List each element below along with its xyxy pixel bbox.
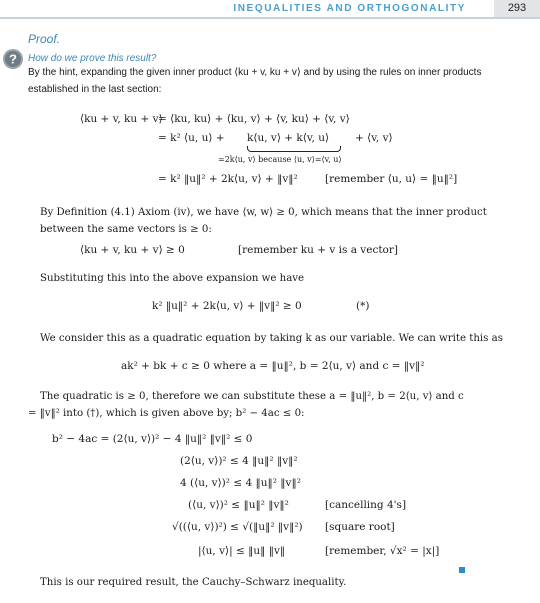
end-of-proof-marker xyxy=(459,567,465,573)
header-rule xyxy=(0,17,540,19)
proof-intro: By the hint, expanding the given inner product ⟨ku + v, ku + v⟩ and by using the rules on inner products established in the last section: xyxy=(28,67,482,95)
expansion-line-3: = k² ‖u‖² + 2k⟨u, v⟩ + ‖v‖² xyxy=(158,173,298,185)
question-icon xyxy=(2,48,24,70)
definition-text: By Definition (4.1) Axiom (iv), we have ⟨w, w⟩ ≥ 0, which means that the inner product between the same vectors is ≥ 0: xyxy=(40,207,487,235)
brace-note: =2k⟨u, v⟩ because ⟨u, v⟩=⟨v, u⟩ xyxy=(218,155,342,164)
proof-label: Proof. xyxy=(28,32,61,46)
derivation-step-6: |⟨u, v⟩| ≤ ‖u‖ ‖v‖ xyxy=(198,545,286,557)
definition-inequality: ⟨ku + v, ku + v⟩ ≥ 0 xyxy=(80,244,185,256)
derivation-step-6-note: [remember, √x² = |x|] xyxy=(325,545,440,557)
expansion-line-1: = ⟨ku, ku⟩ + ⟨ku, v⟩ + ⟨v, ku⟩ + ⟨v, v⟩ xyxy=(158,113,350,125)
svg-text:?: ? xyxy=(9,51,17,67)
substitution-text: Substituting this into the above expansion we have xyxy=(40,273,305,284)
underbrace xyxy=(247,146,341,152)
definition-note: [remember ku + v is a vector] xyxy=(238,244,398,256)
derivation-step-5-note: [square root] xyxy=(325,521,395,533)
substitution-inequality: k² ‖u‖² + 2k⟨u, v⟩ + ‖v‖² ≥ 0 xyxy=(152,300,302,312)
derivation-step-5: √((⟨u, v⟩)²) ≤ √(‖u‖² ‖v‖²) xyxy=(172,521,303,533)
star-tag: (*) xyxy=(356,300,370,312)
proof-question: How do we prove this result? xyxy=(28,53,157,64)
expansion-line-2c: + ⟨v, v⟩ xyxy=(355,132,393,144)
expansion-line-2a: = k² ⟨u, u⟩ + xyxy=(158,132,225,144)
expansion-line-2b: k⟨u, v⟩ + k⟨v, u⟩ xyxy=(247,132,330,144)
running-head: INEQUALITIES AND ORTHOGONALITY xyxy=(233,3,466,14)
discriminant-text: The quadratic is ≥ 0, therefore we can substitute these a = ‖u‖², b = 2⟨u, v⟩ and c = ‖v‖² into (†), which is given above by; b² − 4ac ≤ 0: xyxy=(28,391,464,419)
expansion-line-3-note: [remember ⟨u, u⟩ = ‖u‖²] xyxy=(325,173,458,185)
page-header xyxy=(0,0,540,20)
derivation-step-4: (⟨u, v⟩)² ≤ ‖u‖² ‖v‖² xyxy=(188,499,289,511)
derivation-step-1: b² − 4ac = (2⟨u, v⟩)² − 4 ‖u‖² ‖v‖² ≤ 0 xyxy=(52,433,253,445)
conclusion-text: This is our required result, the Cauchy–Schwarz inequality. xyxy=(40,577,347,588)
expansion-lhs: ⟨ku + v, ku + v⟩ xyxy=(80,113,163,125)
derivation-step-3: 4 (⟨u, v⟩)² ≤ 4 ‖u‖² ‖v‖² xyxy=(180,477,301,489)
quadratic-form: ak² + bk + c ≥ 0 where a = ‖u‖², b = 2⟨u, v⟩ and c = ‖v‖² xyxy=(121,360,425,372)
quadratic-text: We consider this as a quadratic equation by taking k as our variable. We can write this as xyxy=(40,333,503,344)
derivation-step-2: (2⟨u, v⟩)² ≤ 4 ‖u‖² ‖v‖² xyxy=(180,455,298,467)
derivation-step-4-note: [cancelling 4's] xyxy=(325,499,407,511)
page-number: 293 xyxy=(494,0,540,17)
